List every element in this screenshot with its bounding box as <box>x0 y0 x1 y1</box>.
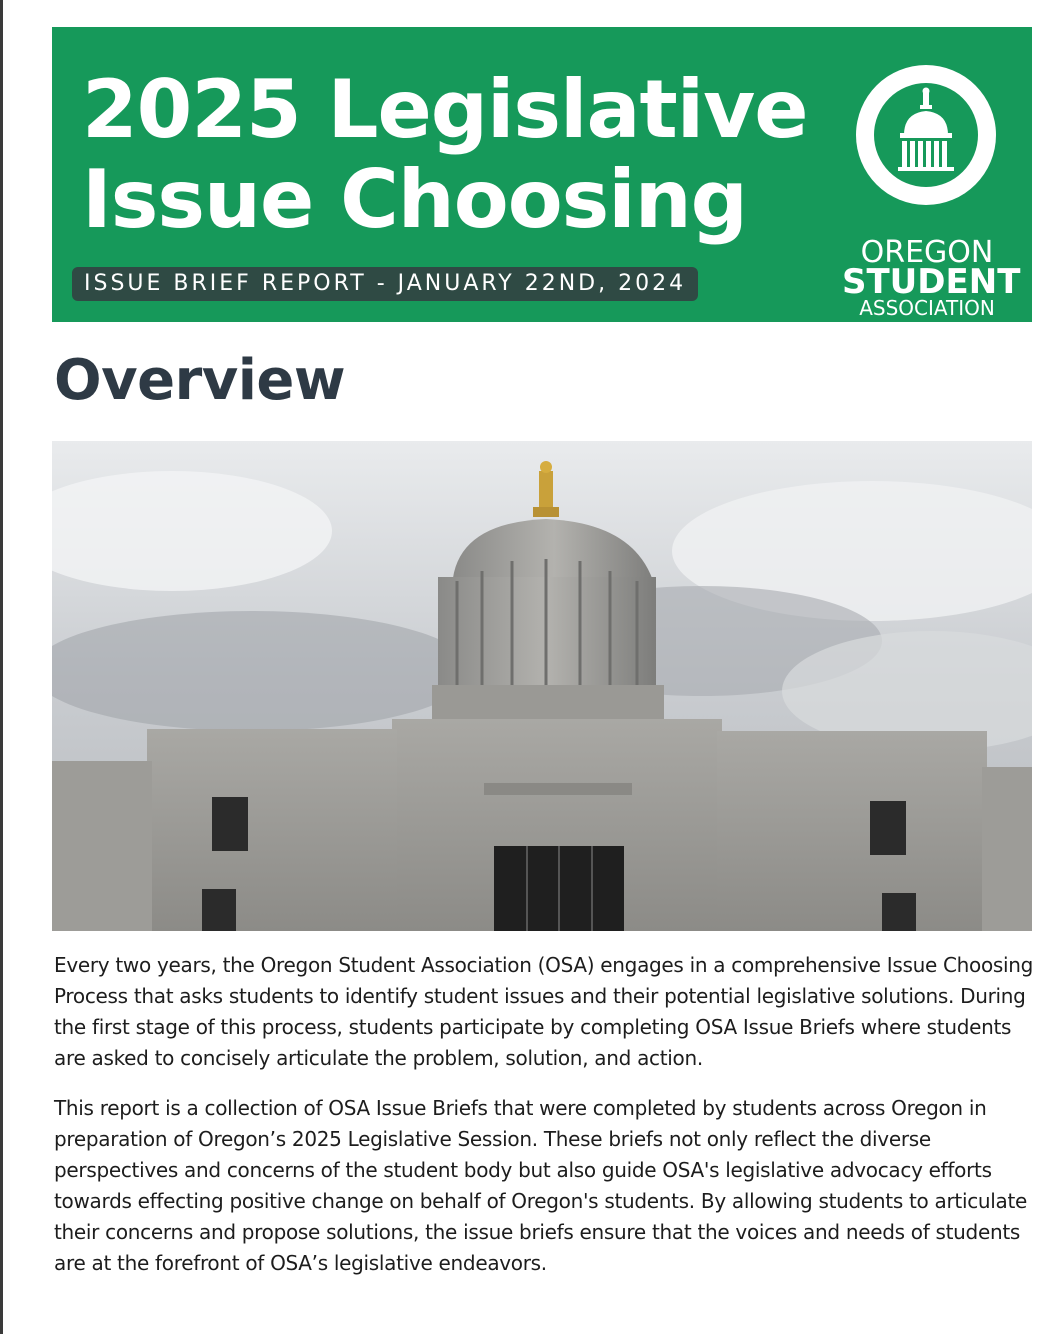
title-banner <box>52 27 1032 322</box>
page-edge <box>0 0 3 1334</box>
overview-heading: Overview <box>54 348 346 413</box>
report-title <box>82 65 808 245</box>
overview-paragraph-1: Every two years, the Oregon Student Association (OSA) engages in a comprehensive Issue Choosing Process that asks students to identify student issues and their potential legislative solutions. During the first stage of this process, students participate by completing OSA Issue Briefs where students are asked to concisely articulate the problem, solution, and action. <box>54 953 1034 1070</box>
report-title-line1: 2025 Legislative <box>82 63 808 156</box>
osa-logo <box>842 57 1021 320</box>
report-subtitle: ISSUE BRIEF REPORT - JANUARY 22ND, 2024 <box>72 267 698 301</box>
logo-text-oregon: OREGON <box>860 235 994 270</box>
report-title-line2: Issue Choosing <box>82 153 747 246</box>
osa-logo-wordmark <box>842 235 1021 320</box>
overview-paragraph-2: This report is a collection of OSA Issue Briefs that were completed by students across Oregon in preparation of Oregon’s 2025 Legislative Session. These briefs not only reflect the diverse perspectives and concerns of the student body but also guide OSA's legislative advocacy efforts towards effecting positive change on behalf of Oregon's students. By allowing students to articulate their concerns and propose solutions, the issue briefs ensure that the voices and needs of students are at the forefront of OSA’s legislative endeavors. <box>54 1096 1028 1275</box>
capitol-dome-icon <box>856 65 996 205</box>
oregon-state-capitol-photo <box>52 441 1032 931</box>
logo-text-association: ASSOCIATION <box>859 296 995 320</box>
logo-text-student: STUDENT <box>842 262 1021 302</box>
